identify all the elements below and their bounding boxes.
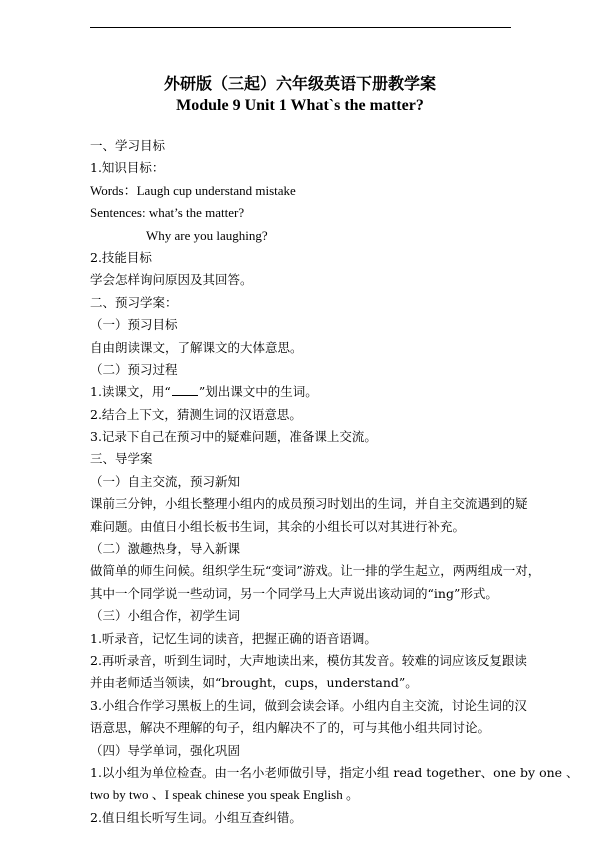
words-line: Words：Laugh cup understand mistake [90, 182, 296, 198]
sub-heading: （二）预习过程 [90, 361, 178, 377]
text-line: 课前三分钟，小组长整理小组内的成员预习时划出的生词，并自主交流遇到的疑 [90, 496, 528, 512]
text-line: 其中一个同学说一些动词，另一个同学马上大声说出该动词的“ing”形式。 [90, 585, 498, 601]
sub-heading: 1.知识目标： [90, 160, 165, 176]
text-line [90, 381, 522, 403]
text-fragment: ”划出课文中的生词。 [198, 384, 318, 400]
sub-heading: （三）小组合作，初学生词 [90, 608, 241, 624]
text-line: 3.记录下自己在预习中的疑难问题，准备课上交流。 [90, 429, 377, 445]
sub-heading: （四）导学单词，强化巩固 [90, 742, 241, 758]
sub-heading: （二）激趣热身，导入新课 [90, 541, 241, 557]
text-line: 语意思，解决不理解的句子，组内解决不了的，可与其他小组共同讨论。 [90, 720, 491, 736]
document-title: 外研版（三起）六年级英语下册教学案 [163, 74, 436, 93]
text-fragment: 1.读课文，用“ [90, 384, 171, 400]
text-line: 难问题。由值日小组长板书生词，其余的小组长可以对其进行补充。 [90, 518, 466, 534]
text-line: 学会怎样询问原因及其回答。 [90, 272, 253, 288]
sentence-line: Why are you laughing? [146, 227, 268, 243]
text-line: 做简单的师生问候。组织学生玩“变词”游戏。让一排的学生起立，两两组成一对， [90, 563, 541, 579]
sub-heading: 2.技能目标 [90, 249, 152, 265]
top-rule [90, 27, 511, 28]
document-body [90, 135, 579, 829]
section-heading: 一、学习目标 [90, 138, 166, 153]
section-heading: 二、预习学案： [90, 294, 178, 310]
text-line: 2.结合上下文，猜测生词的汉语意思。 [90, 406, 302, 422]
text-line: 自由朗读课文，了解课文的大体意思。 [90, 339, 303, 355]
text-line: two by two 、I speak chinese you speak English 。 [90, 787, 359, 803]
sub-heading: （一）预习目标 [90, 317, 178, 333]
section-heading: 三、导学案 [90, 451, 153, 467]
underline-blank [172, 382, 198, 396]
text-line: 并由老师适当领读，如“brought，cups，understand”。 [90, 675, 418, 691]
text-line: 1.以小组为单位检查。由一名小老师做引导，指定小组 read together、one by one 、 [90, 764, 579, 780]
text-line: 3.小组合作学习黑板上的生词，做到会读会译。小组内自主交流，讨论生词的汉 [90, 697, 527, 713]
text-line: 2.再听录音，听到生词时，大声地读出来，模仿其发音。较难的词应该反复跟读 [90, 652, 527, 668]
sub-heading: （一）自主交流，预习新知 [90, 473, 241, 489]
sentences-line: Sentences: what’s the matter? [90, 205, 245, 221]
text-line: 1.听录音，记忆生词的读音，把握正确的语音语调。 [90, 630, 377, 646]
text-line: 2.值日组长听写生词。小组互查纠错。 [90, 809, 302, 825]
document-subtitle: Module 9 Unit 1 What`s the matter? [176, 97, 424, 114]
